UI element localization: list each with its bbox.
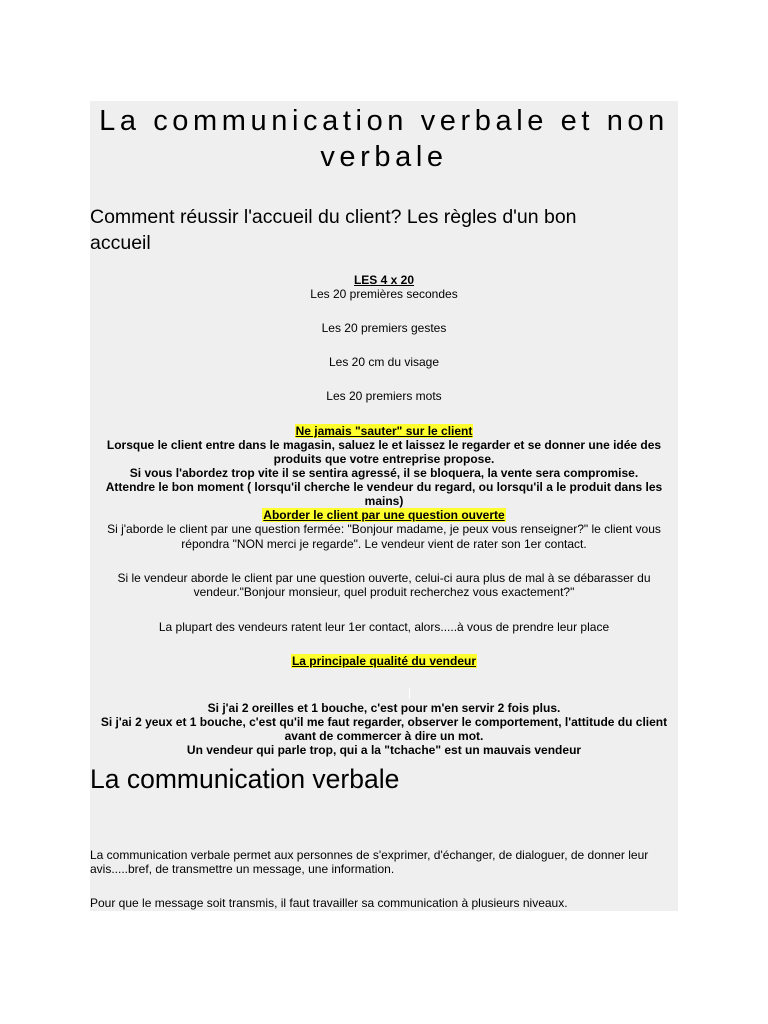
rule-item: Les 20 premiers gestes	[321, 321, 447, 335]
rule-item: Les 20 premiers mots	[326, 389, 442, 403]
section-title: La communication verbale	[90, 764, 400, 794]
rule-item: Les 20 premières secondes	[310, 287, 458, 301]
title-line-1: La communication verbale et non	[99, 105, 669, 137]
highlighted-heading: La principale qualité du vendeur	[291, 654, 477, 668]
section1-line: Attendre le bon moment ( lorsqu'il cherche le vendeur du regard, ou lorsqu'il a le produit dans les	[105, 480, 663, 494]
section2-line: Si j'aborde le client par une question fermée: "Bonjour madame, je peux vous renseigner?" le client vous	[107, 522, 661, 536]
section3-line: Si j'ai 2 oreilles et 1 bouche, c'est pour m'en servir 2 fois plus.	[207, 701, 561, 715]
section3-line: Un vendeur qui parle trop, qui a la "tchache" est un mauvais vendeur	[186, 743, 582, 757]
section1-line: Si vous l'abordez trop vite il se sentira agressé, il se bloquera, la vente sera compromise.	[129, 466, 639, 480]
section-heading-1	[90, 424, 678, 438]
paragraph-line: Pour que le message soit transmis, il faut travailler sa communication à plusieurs niveaux.	[90, 896, 568, 910]
paragraph-line: La communication verbale permet aux personnes de s'exprimer, d'échanger, de dialoguer, de donner leur	[90, 848, 649, 862]
highlighted-heading: Ne jamais "sauter" sur le client	[295, 424, 473, 438]
section1-line: produits que votre entreprise propose.	[273, 452, 495, 466]
section2-line: Si le vendeur aborde le client par une question ouverte, celui-ci aura plus de mal à se débarasser du	[117, 571, 651, 585]
section2-line: vendeur."Bonjour monsieur, quel produit recherchez vous exactement?"	[193, 585, 575, 599]
subtitle-line-1: Comment réussir l'accueil du client? Les règles d'un bon	[90, 206, 577, 228]
document-page	[90, 101, 678, 911]
section3-line: Si j'ai 2 yeux et 1 bouche, c'est qu'il me faut regarder, observer le comportement, l'attitude du client	[100, 715, 668, 729]
rule-item: Les 20 cm du visage	[328, 355, 440, 369]
section2-line: répondra "NON merci je regarde". Le vendeur vient de rater son 1er contact.	[181, 537, 587, 551]
page-subtitle	[90, 204, 678, 256]
section1-line: mains)	[364, 494, 404, 508]
highlighted-heading: Aborder le client par une question ouverte	[263, 508, 505, 522]
paragraph-line: avis.....bref, de transmettre un message, une information.	[90, 862, 395, 876]
page-title	[90, 103, 678, 175]
text-cursor	[409, 688, 410, 699]
subtitle-line-2: accueil	[90, 232, 151, 254]
title-line-2: verbale	[320, 141, 448, 173]
section-heading-3	[90, 654, 678, 668]
section-heading-2	[90, 508, 678, 522]
section3-line: avant de commercer à dire un mot.	[284, 729, 484, 743]
section2-line: La plupart des vendeurs ratent leur 1er contact, alors.....à vous de prendre leur place	[158, 620, 610, 634]
rules-heading: LES 4 x 20	[353, 273, 415, 287]
section1-line: Lorsque le client entre dans le magasin, saluez le et laissez le regarder et se donner une idée des	[106, 438, 662, 452]
